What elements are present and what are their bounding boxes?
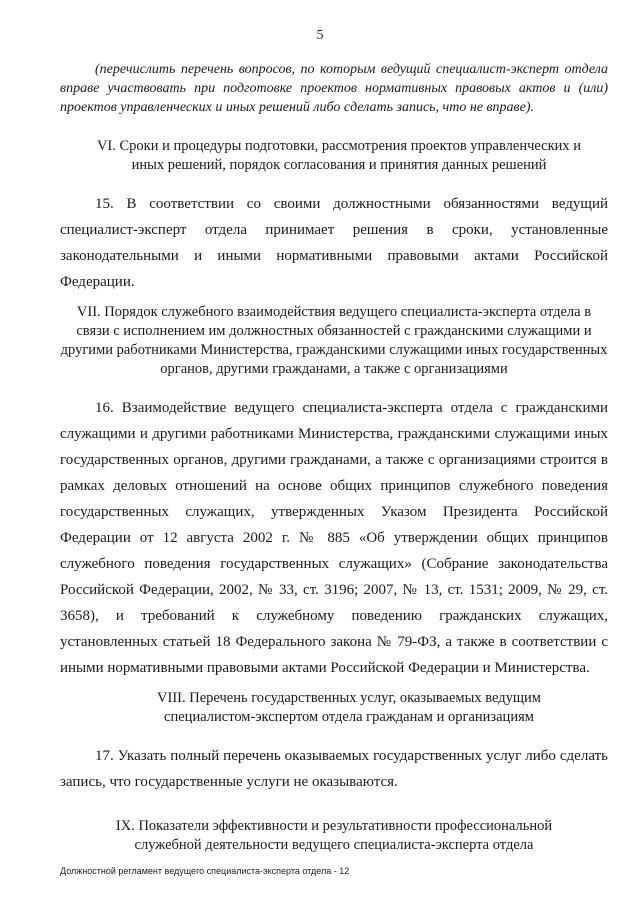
page-footer: Должностной регламент ведущего специалиста-эксперта отдела - 12: [60, 866, 350, 876]
document-body: [60, 60, 608, 871]
instruction-note: (перечислить перечень вопросов, по которым ведущий специалист-эксперт отдела вправе участвовать при подготовке проектов нормативных правовых актов и (или) проектов управленческих и иных решений либо сделать запись, что не вправе).: [60, 62, 608, 115]
section-9-heading: IX. Показатели эффективности и результативности профессиональной служебной деятельности ведущего специалиста-эксперта отдела: [115, 818, 553, 853]
section-7-heading: VII. Порядок служебного взаимодействия ведущего специалиста-эксперта отдела в связи с исполнением им должностных обязанностей с гражданскими служащими и другими работниками Министерства, гражданскими служащими иных государственных органов, другими гражданами, а также с организациями: [60, 304, 608, 377]
page-number: 5: [316, 28, 324, 43]
section-8-heading: VIII. Перечень государственных услуг, оказываемых ведущим специалистом-экспертом отдела гражданам и организациям: [157, 690, 541, 725]
paragraph-15: 15. В соответствии со своими должностными обязанностями ведущий специалист-эксперт отдела принимает решения в сроки, установленные законодательными и иными нормативными правовыми актами Российской Федерации.: [60, 196, 608, 290]
section-6-heading: VI. Сроки и процедуры подготовки, рассмотрения проектов управленческих и иных решений, порядок согласования и принятия данных решений: [96, 138, 582, 173]
paragraph-16: 16. Взаимодействие ведущего специалиста-эксперта отдела с гражданскими служащими и другими работниками Министерства, гражданскими служащими иных государственных органов, другими гражданами, а также с организациями строится в рамках деловых отношений на основе общих принципов служебного поведения государственных служащих, утвержденных Указом Президента Российской Федерации от 12 августа 2002 г. № 885 «Об утверждении общих принципов служебного поведения государственных служащих» (Собрание законодательства Российской Федерации, 2002, № 33, ст. 3196; 2007, № 13, ст. 1531; 2009, № 29, ст. 3658), и требований к служебному поведению гражданских служащих, установленных статьей 18 Федерального закона № 79-ФЗ, а также в соответствии с иными нормативными правовыми актами Российской Федерации и Министерства.: [60, 400, 608, 676]
paragraph-17: 17. Указать полный перечень оказываемых государственных услуг либо сделать запись, что государственные услуги не оказываются.: [60, 748, 608, 790]
